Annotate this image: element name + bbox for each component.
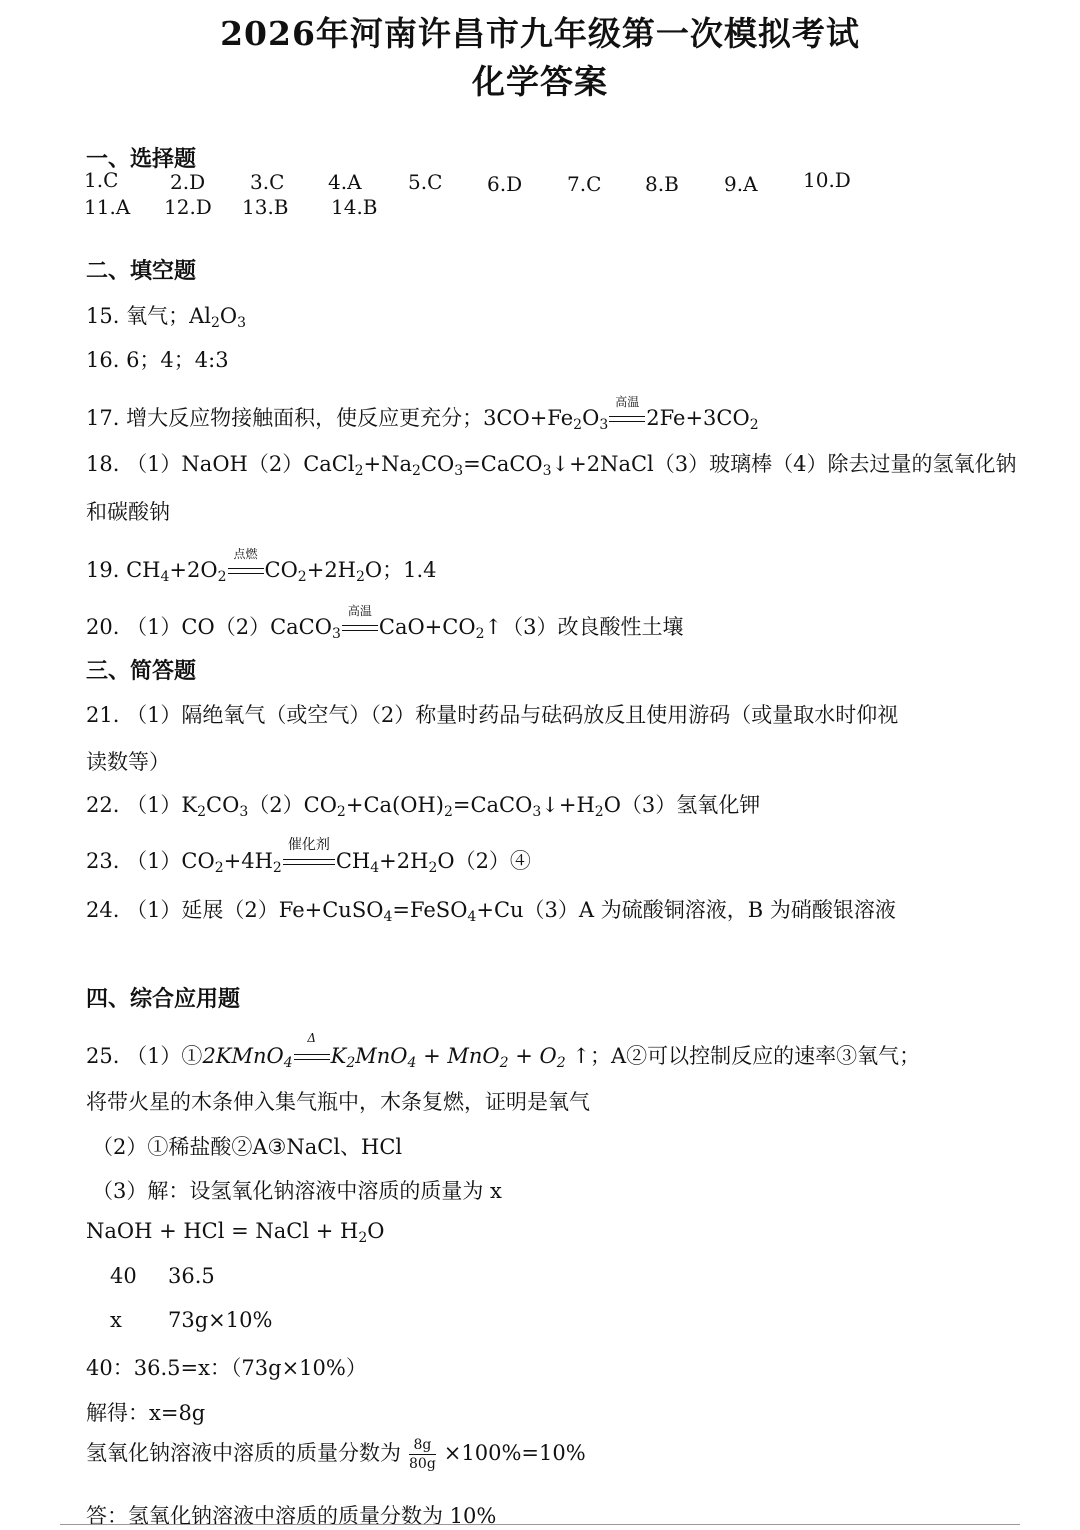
solution-line: 解得：x=8g	[86, 1401, 206, 1425]
mc-answer: 11.A	[84, 195, 131, 219]
mc-answer: 7.C	[567, 172, 602, 196]
answer-18-continued: 和碳酸钠	[86, 500, 170, 524]
answer-17: 17. 增大反应物接触面积，使反应更充分；$3CO+Fe_2O_3$ 高温 $2Fe+3CO_2$	[86, 394, 759, 433]
bottom-divider	[60, 1524, 1020, 1525]
answer-25-line2: 将带火星的木条伸入集气瓶中，木条复燃，证明是氧气	[86, 1090, 590, 1114]
answer-24: 24. （1）延展（2）Fe+CuSO$_4$=FeSO$_4$+Cu（3）A 为硫酸铜溶液，B 为硝酸银溶液	[86, 898, 896, 925]
final-answer: 答：氢氧化钠溶液中溶质的质量分数为 10%	[86, 1504, 497, 1528]
answer-21-continued: 读数等）	[86, 750, 170, 774]
mc-answer: 6.D	[487, 172, 523, 196]
answer-22: 22. $(1)K_2CO_3(2)CO_2+Ca(OH)_2=CaCO_3↓+H_2O(3)$氢氧化钾	[86, 793, 761, 820]
answer-16: 16. 6；4；4:3	[86, 348, 229, 372]
mc-answer: 8.B	[645, 172, 679, 196]
mass-fraction-line: 氢氧化钠溶液中溶质的质量分数为 $\frac{8g}{80g}$ ×100%=10%	[86, 1437, 586, 1472]
mc-answer: 12.D	[164, 195, 212, 219]
answer-20: 20. （1）CO（2）CaCO$_3$ 高温 $CaO+CO_2↑(3)$改良酸性土壤	[86, 603, 684, 642]
answer-25-part1: 25. （1）①2KMnO$_4$ Δ $K_2MnO_4 + MnO_2 + O_2$ ↑；A②可以控制反应的速率③氧气；	[86, 1030, 921, 1071]
mc-answer: 9.A	[724, 172, 758, 196]
unknown-x: x	[110, 1308, 122, 1332]
mc-answer: 3.C	[250, 170, 285, 194]
equation-line: NaOH + HCl = NaCl + $H_2O$	[86, 1219, 385, 1246]
answer-21: 21. （1）隔绝氧气（或空气）（2）称量时药品与砝码放反且使用游码（或量取水时仰视	[86, 703, 899, 727]
fraction-numerator: 8g	[409, 1436, 436, 1455]
answer-15: 15. 氧气；$Al_2O_3$	[86, 304, 247, 331]
molar-mass-naoh: 40	[110, 1264, 137, 1288]
hcl-mass: 73g×10%	[168, 1308, 273, 1332]
proportion-line: 40：36.5=x：（73g×10%）	[86, 1356, 367, 1380]
answer-18: 18. $(1)NaOH(2)CaCl_2+Na_2CO_3=CaCO_3↓+2NaCl(3)$玻璃棒（4）除去过量的氢氧化钠	[86, 452, 1017, 479]
mc-answer: 5.C	[408, 170, 443, 194]
mc-answer: 4.A	[328, 170, 362, 194]
mc-answer: 1.C	[84, 168, 119, 192]
answer-25-part3: （3）解：设氢氧化钠溶液中溶质的质量为 x	[92, 1179, 502, 1203]
page-subtitle: 化学答案	[472, 62, 608, 101]
section-heading-comprehensive: 四、综合应用题	[86, 986, 241, 1012]
mc-answer: 14.B	[331, 195, 378, 219]
fraction-denominator: 80g	[409, 1456, 436, 1472]
mc-answer: 2.D	[170, 170, 206, 194]
section-heading-multiple-choice: 一、选择题	[86, 146, 197, 172]
mc-answer: 10.D	[803, 168, 851, 192]
answer-19: 19. $CH_4+2O_2$ 点燃 $CO_2+2H_2O$；1.4	[86, 546, 437, 585]
page-title: 2026年河南许昌市九年级第一次模拟考试	[220, 14, 860, 53]
mc-answer: 13.B	[242, 195, 289, 219]
answer-25-part2: （2）①稀盐酸②A③NaCl、HCl	[92, 1135, 403, 1159]
section-heading-short-answer: 三、简答题	[86, 658, 197, 684]
section-heading-fill-blank: 二、填空题	[86, 258, 197, 284]
answer-23: 23. $(1)CO_2+4H_2$ 催化剂 $CH_4+2H_2O(2)④$	[86, 836, 531, 876]
molar-mass-hcl: 36.5	[168, 1264, 215, 1288]
